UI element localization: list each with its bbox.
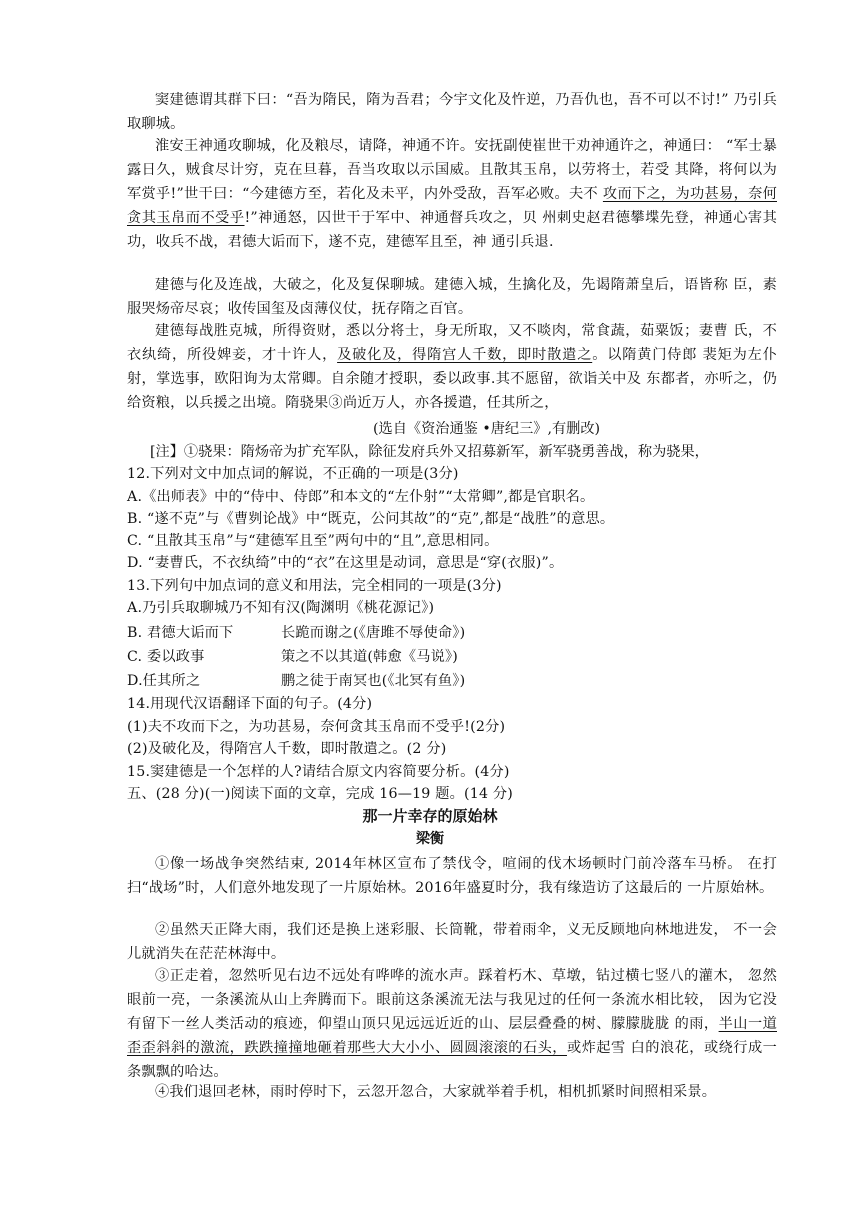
footnote: [注】①骁果：隋炀帝为扩充军队，除征发府兵外又招募新军，新军骁勇善战，称为骁果，	[150, 444, 709, 460]
article-title: 那一片幸存的原始林	[362, 807, 498, 825]
question-14-2: (2)及破化及，得隋宫人千数，即时散遣之。(2 分)	[127, 741, 447, 757]
question-14: 14.用现代汉语翻译下面的句子。(4分)	[127, 696, 373, 712]
option-12d: D. “妻曹氏，不衣纨绮”中的“衣”在这里是动词，意思是“穿(衣服)”。	[127, 555, 564, 571]
classical-paragraph-3	[127, 273, 777, 321]
text: ②虽然天正降大雨，我们还是换上迷彩服、长筒靴，带着雨伞，义无反顾地向林地进发， 不一会儿就消失在茫茫林海中。	[127, 922, 777, 962]
article-paragraph-1	[127, 852, 777, 900]
text: ③正走着，忽然听见右边不远处有哗哗的流水声。踩着朽木、草墩，钻过横七竖八的灌木， 忽然眼前一亮，一条溪流从山上奔腾而下。眼前这条溪流无法与我见过的任何一条流水相比较， 因为它没有留下一丝人类活动的痕迹，仰望山顶只见远远近近的山、层层叠叠的树、朦朦胧胧 的雨，	[127, 968, 777, 1032]
section-5-heading: 五、(28 分)(一)阅读下面的文章，完成 16—19 题。(14 分)	[127, 786, 514, 802]
option-13c	[127, 646, 787, 668]
underlined-sentence-2: 及破化及，得隋宫人千数，即时散遣之	[337, 347, 593, 363]
classical-paragraph-1	[127, 88, 777, 136]
text: 建德每战胜克城，所得资财，悉以分将士，身无所取，又不啖肉，常食蔬，茹粟饭；妻曹 氏，不衣纨绮，所役婢妾，才十许人，	[127, 323, 777, 363]
text: 。以隋黄门侍郎 裴矩为左仆射，掌选事，欧阳询为太常卿。自余随才授职，委以政事.其不愿留，欲诣关中及 东都者，亦听之，仍给资粮，以兵援之出境。隋骁果③尚近万人，亦各援遣，任其所之，	[127, 347, 777, 411]
option-13d-right: 鹏之徒于南冥也(《北冥有鱼》)	[281, 673, 466, 689]
option-13c-left: C. 委以政事	[127, 649, 205, 665]
question-13: 13.下列句中加点词的意义和用法，完全相同的一项是(3分)	[127, 578, 502, 594]
option-13d-left: D.任其所之	[127, 673, 201, 689]
text: 淮安王神通攻聊城，化及粮尽，请降，神通不许。安抚副使崔世干劝神通许之，神通曰： “军士暴露日久，贼食尽计穷，克在旦暮，吾当攻取以示国威。且散其玉帛，以劳将士，若受 其降，将何以为军赏乎!”世干曰：“今建德方至，若化及未平，内外受敌，吾军必败。夫不	[127, 138, 777, 202]
option-13b-left: B. 君德大诟而下	[127, 625, 234, 641]
article-paragraph-2	[127, 918, 777, 966]
option-13c-right: 策之不以其道(韩愈《马说》)	[281, 649, 459, 665]
option-12c: C. “且散其玉帛”与“建德军且至”两句中的“且”,意思相同。	[127, 533, 499, 549]
article-author: 梁衡	[416, 831, 444, 847]
text: 或炸起雪 白的浪花，或绕行成一条飘飘的哈达。	[127, 1040, 777, 1080]
text: ①像一场战争突然结束, 2014年林区宣布了禁伐令，喧闹的伐木场顿时门前冷落车马桥。 在打扫“战场”时，人们意外地发现了一片原始林。2016年盛夏时分，我有缘造访了这最后的 一片原始林。	[127, 856, 777, 896]
article-paragraph-3	[127, 964, 777, 1084]
option-13a: A.乃引兵取聊城乃不知有汉(陶渊明《桃花源记》)	[127, 600, 435, 616]
text: ④我们退回老林，雨时停时下，云忽开忽合，大家就举着手机，相机抓紧时间照相采景。	[155, 1084, 717, 1100]
option-12b: B. “遂不克”与《曹刿论战》中“既克，公问其故”的“克”,都是“战胜”的意思。	[127, 511, 615, 527]
question-12: 12.下列对文中加点词的解说，不正确的一项是(3分)	[127, 466, 459, 482]
question-15: 15.窦建德是一个怎样的人?请结合原文内容简要分析。(4分)	[127, 764, 510, 780]
text: !”神通怒，囚世干于军中、神通督兵攻之，贝 州刺史赵君德攀堞先登，神通心害其功，收兵不战，君德大诟而下，遂不克，建德军且至，神 通引兵退.	[127, 210, 777, 250]
option-13d	[127, 670, 787, 692]
option-12a: A.《出师表》中的“侍中、侍郎”和本文的“左仆射”“太常卿”,都是官职名。	[127, 489, 595, 505]
classical-paragraph-4	[127, 319, 777, 415]
article-paragraph-4	[127, 1080, 777, 1104]
option-13b-right: 长跪而谢之(《唐雎不辱使命》)	[281, 625, 466, 641]
classical-paragraph-2	[127, 134, 777, 254]
underlined-sentence-1: 攻而下之，为功甚易，奈何贪其玉帛而不受乎	[127, 186, 777, 226]
text: 窦建德谓其群下曰：“吾为隋民，隋为吾君；今宇文化及忤逆，乃吾仇也，吾不可以不讨!” 乃引兵取聊城。	[127, 92, 777, 132]
source-citation: (选自《资治通鉴 •唐纪三》,有删改)	[373, 421, 601, 437]
text: 建德与化及连战，大破之，化及复保聊城。建德入城，生擒化及，先谒隋萧皇后，语皆称 臣，素服哭炀帝尽哀；收传国玺及卤薄仪仗，抚存隋之百官。	[127, 277, 777, 317]
question-14-1: (1)夫不攻而下之，为功甚易，奈何贪其玉帛而不受乎!(2分)	[127, 719, 506, 735]
underlined-sentence-3: 半山一道歪歪斜斜的激流，跌跌撞撞地砸着那些大大小小、圆圆滚滚的石头，	[127, 1016, 777, 1056]
option-13b	[127, 622, 787, 644]
